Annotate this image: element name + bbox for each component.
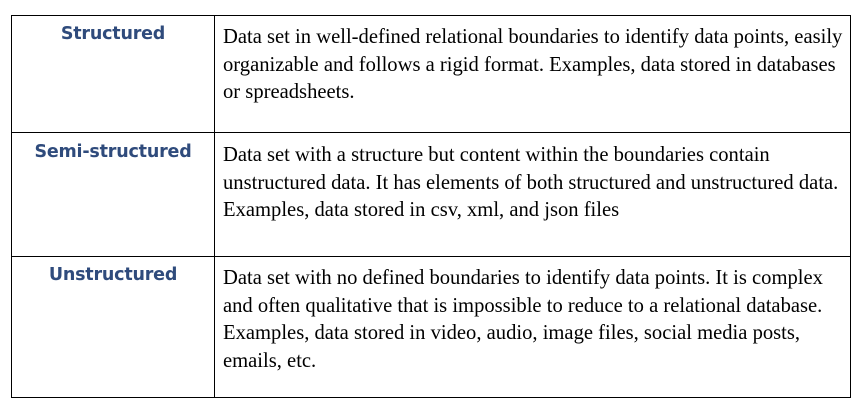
description-text: Data set in well-defined relational boundaries to identify data points, easily organizable and follows a rigid format. Examples, data stored in databases or spreadsheets. bbox=[223, 26, 843, 103]
type-label: Structured bbox=[60, 24, 166, 44]
type-cell bbox=[12, 257, 215, 398]
table-row bbox=[12, 257, 851, 398]
description-text: Data set with no defined boundaries to identify data points. It is complex and often qualitative that is impossible to reduce to a relational database. Examples, data stored in video, audio, image files, social media posts, emails, etc. bbox=[223, 267, 823, 372]
type-label: Unstructured bbox=[48, 265, 178, 285]
type-label: Semi-structured bbox=[34, 142, 192, 162]
table-row bbox=[12, 16, 851, 133]
type-cell bbox=[12, 133, 215, 257]
description-text: Data set with a structure but content within the boundaries contain unstructured data. It has elements of both structured and unstructured data. Examples, data stored in csv, xml, and json files bbox=[223, 144, 839, 221]
description-cell bbox=[215, 16, 851, 133]
description-cell bbox=[215, 133, 851, 257]
description-cell bbox=[215, 257, 851, 398]
table-row bbox=[12, 133, 851, 257]
type-cell bbox=[12, 16, 215, 133]
data-types-table bbox=[11, 15, 851, 398]
